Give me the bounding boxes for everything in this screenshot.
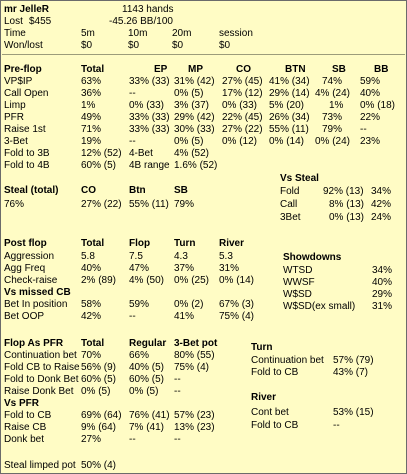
stat-value: 4% (50) (129, 275, 165, 286)
stat-value: 60% (5) (81, 374, 117, 385)
stat-value: 27% (22) (222, 124, 263, 135)
stat-value: 79% (322, 124, 343, 135)
stat-value: 75% (4) (219, 311, 255, 322)
flop-pfr-title: Flop As PFR (4, 338, 64, 349)
flop-pfr-header-regular: Regular (129, 338, 167, 349)
postflop-header-total: Total (81, 238, 105, 249)
stat-value: 9% (64) (81, 422, 117, 433)
wonlost-session: $0 (219, 40, 231, 51)
wonlost-5m: $0 (81, 40, 93, 51)
stat-value: -- (129, 434, 136, 445)
postflop-header-river: River (219, 238, 245, 249)
steal-header-btn: Btn (129, 185, 146, 196)
stat-value: 67% (3) (219, 299, 255, 310)
stat-label: Fold to CB (251, 367, 299, 378)
stat-value: 33% (33) (129, 76, 170, 87)
flop-pfr-header-3bet: 3-Bet pot (174, 338, 218, 349)
stat-value: 40% (372, 277, 393, 288)
stat-value: 0% (2) (174, 299, 204, 310)
wonlost-10m: $0 (128, 40, 140, 51)
stat-value: 4% (24) (315, 88, 351, 99)
stat-value: 19% (81, 136, 102, 147)
stat-value: 80% (55) (174, 350, 215, 361)
stat-label: Cont bet (251, 407, 289, 418)
stat-label: VP$IP (4, 76, 33, 87)
turn-title: Turn (251, 342, 273, 353)
stat-value: 0% (5) (129, 386, 159, 397)
stat-value: 5% (20) (269, 100, 305, 111)
stat-value: 31% (219, 263, 240, 274)
time-20m: 20m (172, 28, 192, 39)
stat-value: -- (333, 420, 340, 431)
flop-pfr-header-total: Total (81, 338, 105, 349)
stat-value: 33% (33) (129, 124, 170, 135)
stat-value: 36% (81, 88, 102, 99)
stat-value: 76% (41) (129, 410, 170, 421)
wonlost-label: Won/lost (4, 40, 43, 51)
fold-to-3bet-label: Fold to 3B (4, 148, 50, 159)
stat-label: 3Bet (280, 212, 301, 223)
time-10m: 10m (128, 28, 148, 39)
stat-value: 7.5 (129, 251, 143, 262)
fold-to-3bet-value: 12% (52) (81, 148, 122, 159)
stat-value: 0% (33) (222, 100, 258, 111)
stat-label: Raise Donk Bet (4, 386, 74, 397)
steal-limped-label: Steal limped pot (4, 460, 76, 471)
bb-rate: -45.26 BB/100 (109, 16, 173, 27)
four-bet-range-label: 4B range (129, 160, 170, 171)
stat-value: 27% (81, 434, 102, 445)
stat-label: Fold to Donk Bet (4, 374, 79, 385)
missed-cb-title: Vs missed CB (4, 287, 71, 298)
stat-value: 40% (360, 88, 381, 99)
four-bet-range-value: 1.6% (52) (174, 160, 218, 171)
steal-sb-value: 79% (174, 199, 195, 210)
preflop-header-sb: SB (332, 64, 346, 75)
stat-label: Bet In position (4, 299, 68, 310)
stat-label: Fold CB to Raise (4, 362, 80, 373)
fold-to-4bet-value: 60% (5) (81, 160, 117, 171)
stat-value: 49% (81, 112, 102, 123)
stat-value: 1% (329, 100, 344, 111)
steal-co-value: 27% (22) (81, 199, 122, 210)
postflop-header-flop: Flop (129, 238, 151, 249)
stat-value: 1% (81, 100, 96, 111)
stat-label: Fold to CB (4, 410, 52, 421)
preflop-title: Pre-flop (4, 64, 42, 75)
stat-value: 37% (174, 263, 195, 274)
stat-value: 13% (23) (174, 422, 215, 433)
steal-header-sb: SB (174, 185, 188, 196)
stat-label: Fold (280, 186, 300, 197)
stat-value: 17% (12) (222, 88, 263, 99)
stat-value: 24% (371, 212, 392, 223)
stat-label: 3-Bet (4, 136, 28, 147)
stat-value: -- (174, 374, 181, 385)
stat-value: 73% (322, 112, 343, 123)
stat-value: 0% (14) (269, 136, 305, 147)
stat-value: 8% (13) (329, 199, 365, 210)
preflop-header-mp: MP (188, 64, 203, 75)
stat-value: 53% (15) (333, 407, 374, 418)
stat-value: 58% (81, 299, 102, 310)
four-bet-label: 4-Bet (129, 148, 153, 159)
stat-value: 42% (371, 199, 392, 210)
stat-value: 92% (13) (323, 186, 364, 197)
stat-label: Call Open (4, 88, 49, 99)
stat-value: 56% (9) (81, 362, 117, 373)
stat-label: Donk bet (4, 434, 45, 445)
stat-label: PFR (4, 112, 24, 123)
hands-count: 1143 hands (122, 4, 174, 15)
stat-value: -- (174, 386, 181, 397)
stat-label: Continuation bet (4, 350, 77, 361)
steal-title: Steal (total) (4, 185, 59, 196)
stat-label: Check-raise (4, 275, 58, 286)
lost-label: Lost (4, 16, 23, 27)
stat-value: 0% (14) (219, 275, 255, 286)
stat-value: -- (129, 311, 136, 322)
stat-value: 34% (371, 186, 392, 197)
stat-value: 7% (41) (129, 422, 165, 433)
stat-value: 0% (5) (174, 88, 204, 99)
stat-value: 59% (360, 76, 381, 87)
preflop-header-bb: BB (374, 64, 389, 75)
stat-label: Continuation bet (251, 355, 324, 366)
time-session: session (219, 28, 253, 39)
stat-value: 47% (129, 263, 150, 274)
vs-steal-title: Vs Steal (280, 173, 319, 184)
stat-value: 0% (24) (315, 136, 351, 147)
showdowns-title: Showdowns (283, 252, 342, 263)
steal-total-value: 76% (4, 199, 25, 210)
lost-amount: $455 (29, 16, 52, 27)
steal-limped-value: 50% (4) (81, 460, 117, 471)
divider (2, 54, 405, 55)
player-name: mr JelleR (4, 4, 50, 15)
stat-label: Call (280, 199, 298, 210)
stat-value: 26% (34) (269, 112, 310, 123)
stat-value: 29% (372, 289, 393, 300)
stat-value: 34% (372, 265, 393, 276)
stat-label: Raise 1st (4, 124, 46, 135)
steal-header-co: CO (81, 185, 96, 196)
stat-value: 22% (45) (222, 112, 263, 123)
stat-value: 57% (23) (174, 410, 215, 421)
stat-value: 2% (89) (81, 275, 117, 286)
stat-value: 5.3 (219, 251, 233, 262)
stat-label: Raise CB (4, 422, 47, 433)
preflop-header-co: CO (236, 64, 251, 75)
stat-value: 74% (322, 76, 343, 87)
postflop-header-turn: Turn (174, 238, 196, 249)
stat-value: 40% (5) (129, 362, 165, 373)
stat-label: W$SD(ex small) (283, 301, 356, 312)
wonlost-20m: $0 (172, 40, 184, 51)
stat-value: 69% (64) (81, 410, 122, 421)
fold-to-4bet-label: Fold to 4B (4, 160, 50, 171)
stat-value: 33% (33) (129, 112, 170, 123)
stat-label: Agg Freq (4, 263, 46, 274)
stat-value: 42% (81, 311, 102, 322)
stat-value: 59% (129, 299, 150, 310)
stat-value: 29% (42) (174, 112, 215, 123)
stat-value: 41% (34) (269, 76, 310, 87)
stat-label: W$SD (283, 289, 312, 300)
stat-value: 3% (37) (174, 100, 210, 111)
stat-value: 0% (13) (329, 212, 365, 223)
time-5m: 5m (81, 28, 95, 39)
stat-value: 31% (42) (174, 76, 215, 87)
stat-value: 22% (360, 112, 381, 123)
stat-value: 27% (45) (222, 76, 263, 87)
stat-value: 66% (129, 350, 150, 361)
river-title: River (251, 392, 277, 403)
vs-pfr-title: Vs PFR (4, 398, 40, 409)
stat-value: 0% (5) (174, 136, 204, 147)
stat-label: Fold to CB (251, 420, 299, 431)
stat-value: 30% (33) (174, 124, 215, 135)
postflop-title: Post flop (4, 238, 47, 249)
stat-value: 41% (174, 311, 195, 322)
stat-value: 0% (5) (81, 386, 111, 397)
stat-value: 60% (5) (129, 374, 165, 385)
stat-value: 31% (372, 301, 393, 312)
stat-value: 71% (81, 124, 102, 135)
stat-value: 29% (14) (269, 88, 310, 99)
preflop-header-ep: EP (154, 64, 168, 75)
stat-value: 63% (81, 76, 102, 87)
stat-value: 70% (81, 350, 102, 361)
stat-label: Limp (4, 100, 26, 111)
stat-value: -- (360, 124, 367, 135)
stat-value: 23% (360, 136, 381, 147)
stat-value: 4.3 (174, 251, 188, 262)
stat-value: 55% (11) (269, 124, 309, 135)
four-bet-value: 4% (52) (174, 148, 210, 159)
stat-value: 40% (81, 263, 102, 274)
stat-value: -- (174, 434, 181, 445)
stat-value: 5.8 (81, 251, 95, 262)
stat-label: WWSF (283, 277, 315, 288)
steal-btn-value: 55% (11) (129, 199, 169, 210)
stat-value: -- (129, 88, 136, 99)
stat-value: 0% (12) (222, 136, 258, 147)
time-label: Time (4, 28, 26, 39)
stat-label: Aggression (4, 251, 55, 262)
stat-value: 43% (7) (333, 367, 369, 378)
stat-value: 0% (33) (129, 100, 165, 111)
preflop-header-btn: BTN (285, 64, 306, 75)
preflop-header-total: Total (81, 64, 105, 75)
stat-label: WTSD (283, 265, 313, 276)
stat-value: 0% (18) (360, 100, 396, 111)
stat-value: 75% (4) (174, 362, 210, 373)
stat-value: -- (129, 136, 136, 147)
stat-value: 57% (79) (333, 355, 374, 366)
stat-label: Bet OOP (4, 311, 45, 322)
stat-value: 0% (25) (174, 275, 210, 286)
